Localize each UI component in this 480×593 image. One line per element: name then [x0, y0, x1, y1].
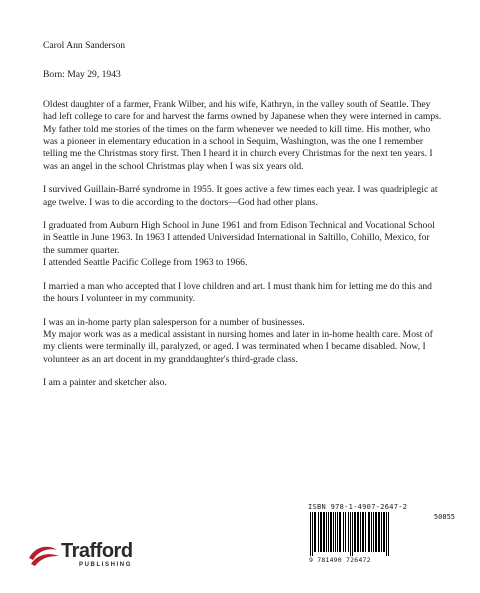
barcode-bar — [354, 512, 356, 552]
isbn-label: ISBN 978-1-4907-2647-2 — [308, 503, 408, 511]
barcode-bar — [386, 512, 387, 556]
barcode-bar — [350, 512, 351, 556]
barcode-bar — [326, 512, 327, 552]
bio-paragraph-2: I survived Guillain-Barré syndrome in 1955. It goes active a few times each year. I was quadriplegic at age twelve. I was to die according to the doctors—God had other plans. — [43, 184, 438, 208]
barcode-bar — [368, 512, 370, 552]
barcode-bar — [352, 512, 353, 556]
barcode-bar — [360, 512, 361, 552]
bio-paragraph-4: I married a man who accepted that I love children and art. I must thank him for letting me do this and the hours I volunteer in my community. — [43, 280, 432, 305]
barcode-bar — [320, 512, 322, 552]
barcode-bar — [383, 512, 385, 552]
bio-paragraph-6: I am a painter and sketcher also. — [43, 377, 167, 389]
author-bio — [43, 40, 443, 401]
barcode-bar — [318, 512, 319, 552]
barcode-bar — [333, 512, 334, 552]
bio-paragraph-3: I graduated from Auburn High School in June 1961 and from Edison Technical and Vocational School in Seattle in June 1963. In 1963 I attended Universidad International in Saltillo, Cohillo, Mexico, for the summer quarter. I attended Seattle Pacific College from 1963 to 1966. — [43, 220, 435, 269]
barcode-bar — [339, 512, 341, 552]
publisher-logo — [27, 540, 187, 576]
barcode-bar — [373, 512, 374, 552]
barcode-bar — [381, 512, 382, 552]
barcode-bar — [371, 512, 372, 552]
barcode-bar — [357, 512, 359, 552]
barcode-bar — [314, 512, 316, 552]
barcode-bar — [328, 512, 329, 552]
barcode-bar — [343, 512, 344, 552]
price-code: 50855 — [433, 513, 455, 521]
publisher-subtitle: PUBLISHING — [79, 562, 133, 568]
barcode-bar — [312, 512, 313, 556]
barcode-bar — [362, 512, 364, 552]
barcode-bars — [309, 512, 424, 556]
trafford-swoosh-icon — [27, 540, 61, 570]
author-name: Carol Ann Sanderson — [43, 40, 126, 51]
birth-date: Born: May 29, 1943 — [43, 69, 121, 81]
barcode-bar — [310, 512, 311, 556]
barcode-bar — [335, 512, 336, 552]
publisher-name: Trafford — [61, 540, 133, 562]
barcode-digits: 9 781490 726472 — [309, 556, 371, 564]
barcode-bar — [348, 512, 349, 552]
barcode-bar — [337, 512, 338, 552]
bio-paragraph-5: I was an in-home party plan salesperson for a number of businesses. My major work was as a medical assistant in nursing homes and later in in-home health care. Most of my clients were terminally ill, paralyzed, or aged. I was terminated when I became disabled. Now, I volunteer as an art docent in my granddaughter's third-grade class. — [43, 316, 433, 365]
barcode-bar — [378, 512, 380, 552]
barcode-bar — [388, 512, 389, 556]
barcode-bar — [330, 512, 332, 552]
barcode-bar — [365, 512, 366, 552]
barcode-bar — [345, 512, 346, 552]
barcode-bar — [323, 512, 325, 552]
bio-paragraph-1: Oldest daughter of a farmer, Frank Wilber, and his wife, Kathryn, in the valley south of Seattle. They had left college to care for and harvest the farms owned by Japanese when they were interned in camps. My father told me stories of the times on the farm whenever we needed to kill time. His mother, who was a pioneer in elementary education in a school in Sequim, Washington, was the one I remember telling me the Christmas story first. Then I heard it in church every Christmas for the next ten years. I was an angel in the school Christmas play when I was six years old. — [43, 98, 442, 172]
isbn-barcode — [305, 500, 455, 570]
barcode-bar — [375, 512, 377, 552]
